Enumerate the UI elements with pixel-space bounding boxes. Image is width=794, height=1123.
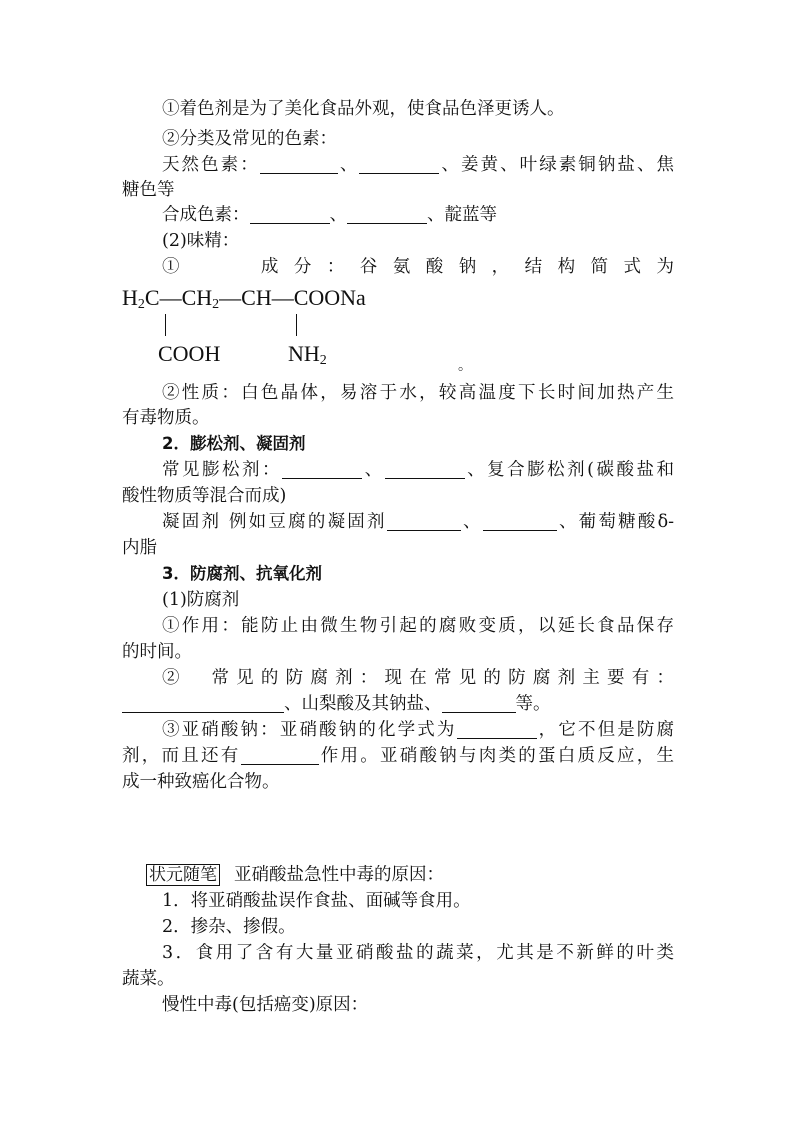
study-note-header: 状元随笔 亚硝酸盐急性中毒的原因： [146,863,444,887]
preservative-function: ①作用：能防止由微生物引起的腐败变质，以延长食品保存 [162,616,674,636]
answer-blank[interactable] [442,694,516,713]
coagulants: 凝固剂 例如豆腐的凝固剂 、 、葡萄糖酸δ- [162,512,675,532]
answer-blank[interactable] [359,155,439,174]
msg-composition: ① 成分：谷氨酸钠，结构简式为 [162,257,674,277]
study-note-item-1: 1．将亚硝酸盐误作食盐、面碱等食用。 [162,891,471,911]
structural-formula-nh2: $NH_2$ [288,341,327,368]
answer-blank[interactable] [483,512,557,531]
answer-blank[interactable] [250,205,330,224]
sodium-nitrite-cont: 剂，而且还有 作用。亚硝酸钠与肉类的蛋白质反应，生 [122,746,674,766]
answer-blank[interactable] [347,205,427,224]
formula-end-mark: 。 [458,358,472,374]
answer-blank[interactable] [122,694,284,713]
colorant-purpose: ①着色剂是为了美化食品外观，使食品色泽更诱人。 [162,99,565,119]
msg-heading: (2)味精： [162,231,240,251]
study-note-item-3: 3．食用了含有大量亚硝酸盐的蔬菜，尤其是不新鲜的叶类 [162,943,674,963]
common-preservatives-cont: 、山梨酸及其钠盐、 等。 [122,692,551,716]
section-heading-2: 2．膨松剂、凝固剂 [162,434,306,453]
sodium-nitrite-cont2: 成一种致癌化合物。 [122,772,280,792]
coagulants-cont: 内脂 [122,538,157,558]
natural-pigments: 天然色素： 、 、姜黄、叶绿素铜钠盐、焦 [162,155,675,175]
answer-blank[interactable] [241,746,319,765]
common-preservatives: ② 常见的防腐剂：现在常见的防腐剂主要有： [162,668,674,688]
study-note-item-3-cont: 蔬菜。 [122,969,175,989]
structural-formula-cooh: COOH [158,341,221,366]
answer-blank[interactable] [457,720,537,739]
section-heading-3: 3．防腐剂、抗氧化剂 [162,564,322,583]
synthetic-pigments: 合成色素： 、 、靛蓝等 [162,205,497,225]
msg-properties: ②性质：白色晶体，易溶于水，较高温度下长时间加热产生 [162,383,674,403]
answer-blank[interactable] [385,460,465,479]
study-note-item-2: 2．掺杂、掺假。 [162,917,296,937]
preservative-function-cont: 的时间。 [122,642,192,662]
answer-blank[interactable] [282,460,362,479]
natural-pigments-cont: 糖色等 [122,180,175,200]
msg-properties-cont: 有毒物质。 [122,408,210,428]
answer-blank[interactable] [387,512,461,531]
bond-line [165,314,166,336]
pigment-classification: ②分类及常见的色素： [162,129,337,149]
study-note-badge: 状元随笔 [146,864,220,886]
sodium-nitrite: ③亚硝酸钠：亚硝酸钠的化学式为 ，它不但是防腐 [162,720,675,740]
preservative-heading: (1)防腐剂 [162,590,240,610]
study-note-chronic: 慢性中毒(包括癌变)原因： [162,995,369,1015]
leavening-agents-cont: 酸性物质等混合而成) [122,486,287,506]
bond-line [296,314,297,336]
answer-blank[interactable] [260,155,338,174]
structural-formula-row1: $H_2C—CH_2—CH—COONa$ [122,285,366,312]
leavening-agents: 常见膨松剂： 、 、复合膨松剂(碳酸盐和 [162,460,675,480]
